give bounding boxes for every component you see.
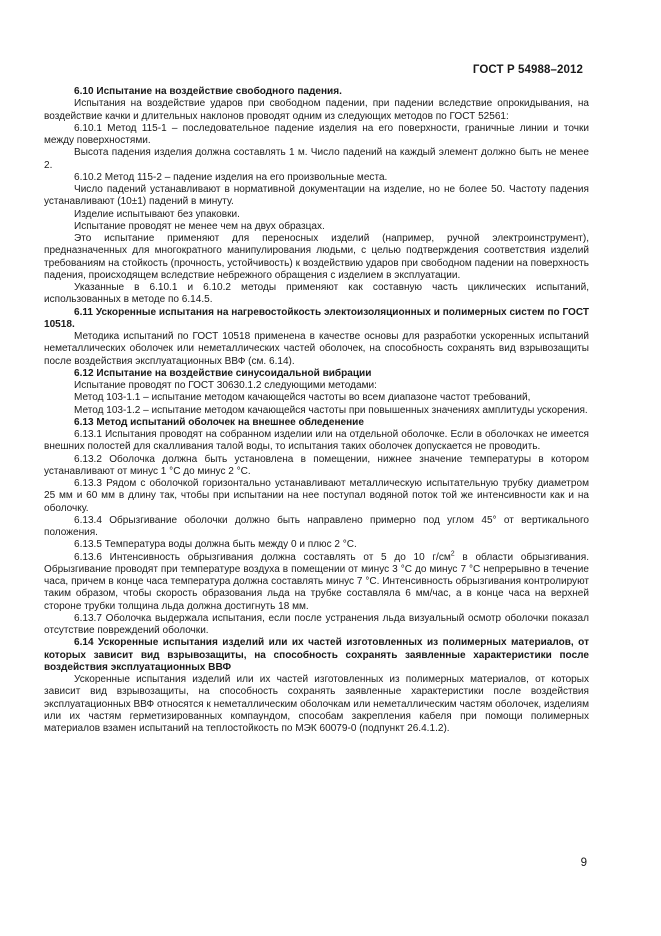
- standard-code-header: ГОСТ Р 54988–2012: [472, 64, 583, 76]
- body-paragraph: Изделие испытывают без упаковки.: [74, 208, 240, 220]
- body-paragraph: Высота падения изделия должна составлять 1 м. Число падений на каждый элемент должно быть не менее 2.: [44, 147, 589, 171]
- body-paragraph: Указанные в 6.10.1 и 6.10.2 методы применяют как составную часть циклических испытаний, использованных в методе по 6.14.5.: [44, 282, 589, 306]
- body-paragraph: Метод 103-1.2 – испытание методом качающейся частоты при повышенных значениях амплитуды ускорения.: [74, 404, 588, 416]
- body-paragraph: Методика испытаний по ГОСТ 10518 применена в качестве основы для разработки ускоренных испытаний неметаллических оболочек или неметаллических частей оболочек, на способность сохранять вид взрывозащиты после воздействия эксплуатационных ВВФ (см. 6.14).: [44, 331, 589, 367]
- body-paragraph: Метод 103-1.1 – испытание методом качающейся частоты во всем диапазоне частот требований,: [74, 392, 531, 404]
- paragraph-text: 6.13.6 Интенсивность обрызгивания должна составлять от 5 до 10 г/см: [74, 551, 451, 563]
- body-paragraph: Число падений устанавливают в нормативной документации на изделие, но не более 50. Частоту падения устанавливают (10±1) падений в минуту.: [44, 184, 589, 208]
- body-paragraph: 6.13.7 Оболочка выдержала испытания, если после устранения льда визуальный осмотр оболочки показал отсутствие повреждений оболочки.: [44, 612, 589, 636]
- body-paragraph: Испытания на воздействие ударов при свободном падении, при падении вследствие опрокидывания, на воздействие качки и длительных наклонов проводят одним из следующих методов по ГОСТ 52561:: [44, 98, 589, 122]
- body-paragraph: 6.13.4 Обрызгивание оболочки должно быть направлено примерно под углом 45° от вертикального положения.: [44, 514, 589, 538]
- body-paragraph: [44, 552, 589, 613]
- superscript: 2: [450, 550, 455, 558]
- page-number: 9: [580, 857, 587, 869]
- section-heading: 6.12 Испытание на воздействие синусоидальной вибрации: [74, 367, 372, 379]
- section-heading: 6.14 Ускоренные испытания изделий или их частей изготовленных из полимерных материалов, от которых зависит вид взрывозащиты, на способность сохранять заявленные характеристики после воздействия эксплуатационных ВВФ: [44, 637, 589, 673]
- body-paragraph: Испытание проводят по ГОСТ 30630.1.2 следующими методами:: [74, 380, 377, 391]
- body-paragraph: Испытание проводят не менее чем на двух образцах.: [74, 220, 325, 232]
- section-heading: 6.11 Ускоренные испытания на нагревостойкость электоизоляционных и полимерных систем по ГОСТ 10518.: [44, 306, 589, 330]
- section-heading: 6.10 Испытание на воздействие свободного падения.: [74, 86, 342, 97]
- body-paragraph: 6.10.2 Метод 115-2 – падение изделия на его произвольные места.: [74, 171, 388, 183]
- body-paragraph: 6.13.5 Температура воды должна быть между 0 и плюс 2 °С.: [74, 539, 357, 551]
- body-paragraph: Это испытание применяют для переносных изделий (например, ручной электроинструмент), предназначенных для многократного манипулирования людьми, с целью подтверждения соответствия изделий требованиям на стойкость (прочность, устойчивость) к воздействию ударов при свободном падении на поверхность падения, происходящем вследствие небрежного обращения с изделием в эксплуатации.: [44, 233, 589, 281]
- document-body: [44, 86, 589, 735]
- section-heading: 6.13 Метод испытаний оболочек на внешнее обледенение: [74, 416, 364, 428]
- body-paragraph: 6.13.1 Испытания проводят на собранном изделии или на отдельной оболочке. Если в оболочках не имеется внешних полостей для скалливания талой воды, то испытания таких оболочек допускается не проводить.: [44, 429, 589, 453]
- body-paragraph: 6.10.1 Метод 115-1 – последовательное падение изделия на его поверхности, граничные линии и точки между поверхностями.: [44, 122, 589, 146]
- body-paragraph: 6.13.2 Оболочка должна быть установлена в помещении, нижнее значение температуры в котором устанавливают от минус 1 °С до минус 2 °С.: [44, 453, 589, 477]
- body-paragraph: 6.13.3 Рядом с оболочкой горизонтально устанавливают металлическую испытательную трубку диаметром 25 мм и 60 мм в длину так, чтобы при испытании на нее поступал водяной поток той же интенсивности как и на оболочку.: [44, 478, 589, 514]
- paragraph-text: в области обрызгивания. Обрызгивание проводят при температуре воздуха в помещении от минус 3 °С до минус 7 °С непрерывно в течение часа, причем в конце часа температура должна составлять минус 7 °С. Интенсивность обрызгивания контролируют таким образом, чтобы скорость образования льда на трубке составляла 6 мм/час, а в конце часа на верхней стороне трубки толщина льда должна достигнуть 18 мм.: [44, 551, 590, 612]
- body-paragraph: Ускоренные испытания изделий или их частей изготовленных из полимерных материалов, от которых зависит вид взрывозащиты, на способность сохранять заявленные характеристики после воздействия эксплуатационных ВВФ относятся к неметаллическим оболочкам или неметаллическим частям оболочек, изделиям или их частям герметизированных компаундом, способам закрепления кабеля при помощи полимерных материалов взамен испытаний на теплостойкость по МЭК 60079-0 (подпункт 26.4.1.2).: [44, 674, 589, 734]
